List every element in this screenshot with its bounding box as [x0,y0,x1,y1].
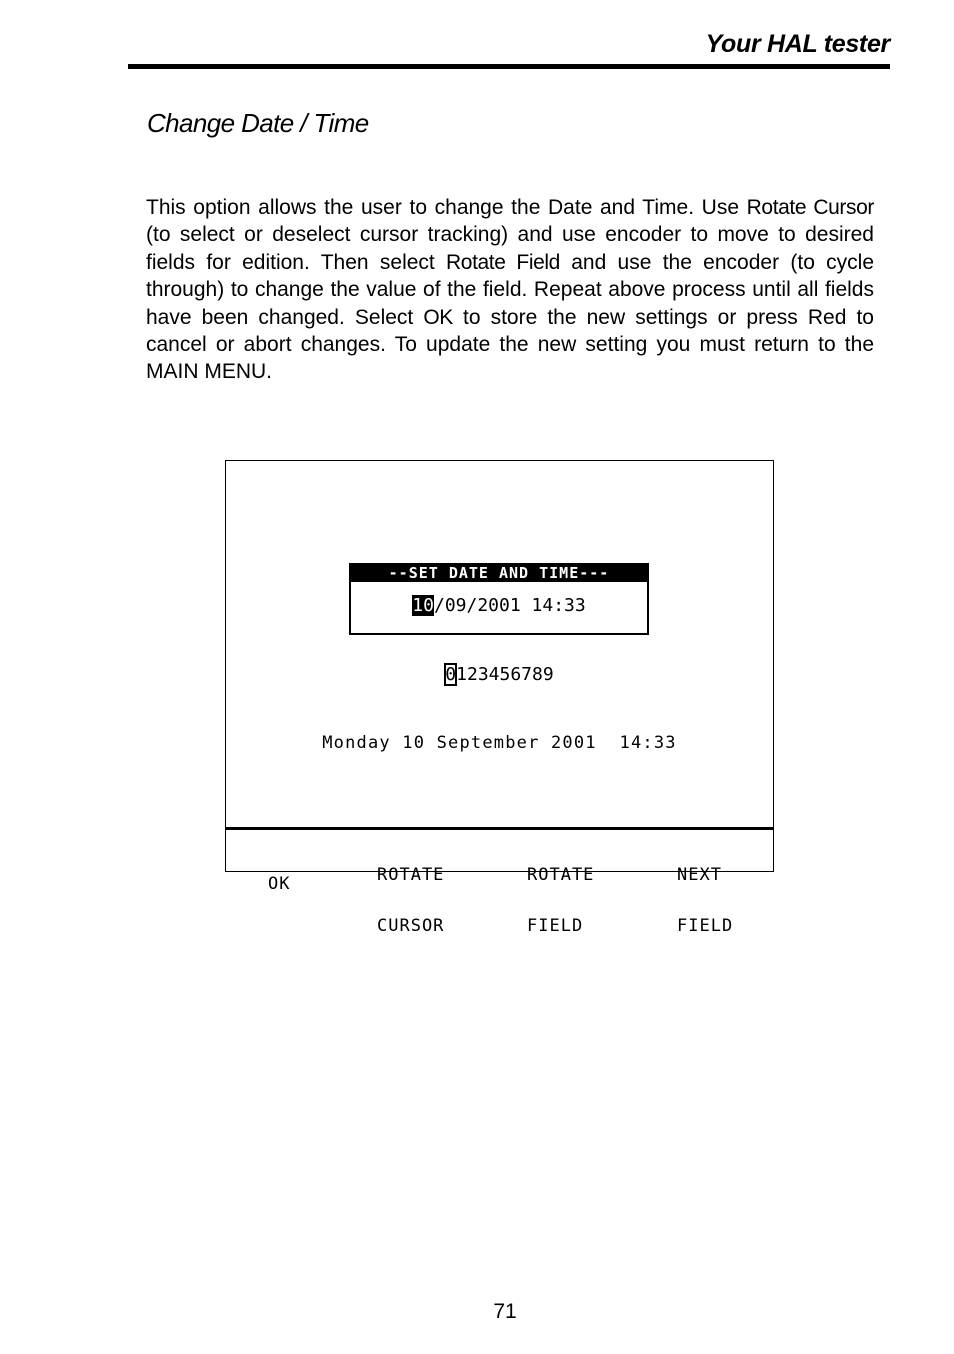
term-rotate-field: Rotate Field [446,250,560,274]
datetime-cursor-field[interactable]: 10 [412,595,434,616]
digit-cursor[interactable]: 0 [445,664,457,685]
softkey-label-line2: CURSOR [377,916,445,936]
set-date-time-dialog [349,563,649,635]
datetime-field[interactable] [351,595,647,617]
body-text-part: and use the encoder (to cycle through) to change the value of the field. Repeat above process until all fields have been changed. Select [146,250,875,329]
rotate-cursor-softkey[interactable] [377,833,444,969]
softkey-label-line1: ROTATE [377,865,445,885]
device-screen [225,460,774,936]
softkey-label-line2: FIELD [527,916,584,936]
softkey-label-line2: FIELD [677,916,734,936]
term-ok: OK [423,305,453,329]
digit-options: 123456789 [456,664,554,685]
body-paragraph [146,194,874,386]
digit-selector[interactable] [226,664,773,686]
page-number: 71 [493,1300,517,1323]
body-text-part: This option allows the user to change the Date and Time. Use [146,196,747,219]
body-text-part: to store the new settings or press Red to cancel or abort changes. To update the new setting you must return to the MAIN MENU. [146,305,874,384]
dialog-title: --SET DATE AND TIME--- [351,565,647,582]
softkey-divider [226,827,773,830]
softkey-label-line1: ROTATE [527,865,595,885]
next-field-softkey[interactable] [677,833,733,969]
softkey-label: OK [268,874,291,894]
datetime-remaining: /09/2001 14:33 [433,595,586,616]
running-header: Your HAL tester [705,30,890,58]
term-rotate-cursor: Rotate Cursor [746,196,874,219]
ok-softkey[interactable] [268,842,313,927]
full-date-readout: Monday 10 September 2001 14:33 [322,733,677,753]
header-rule [128,64,890,69]
rotate-field-softkey[interactable] [527,833,594,969]
body-text-part: (to select or deselect cursor tracking) and use encoder to move to desired fields for edition. Then select [146,223,874,274]
section-title: Change Date / Time [147,108,369,138]
softkey-label-line1: NEXT [677,865,722,885]
